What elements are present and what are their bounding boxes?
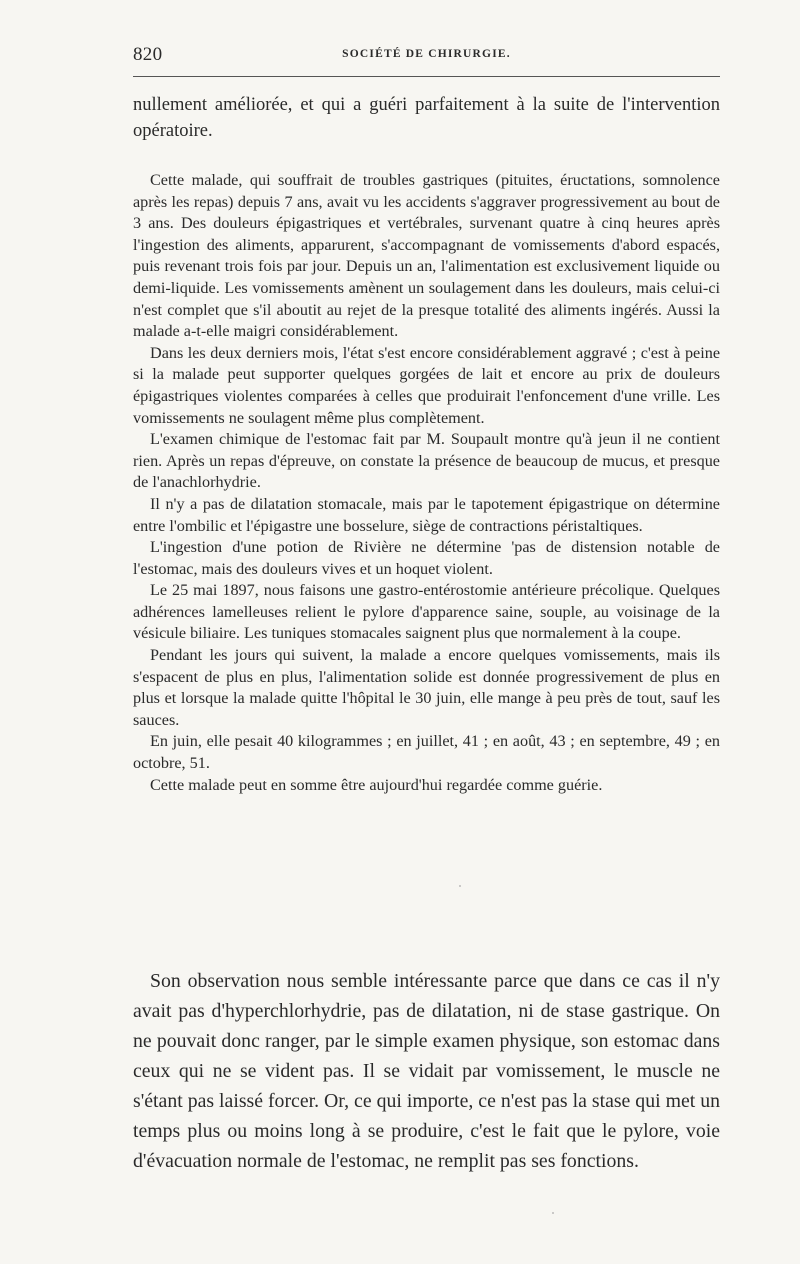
case-paragraph: Le 25 mai 1897, nous faisons une gastro-entérostomie antérieure précolique. Quelques adhérences lamelleuses relient le pylore d'apparence saine, souple, au voisinage de la vésicule biliaire. Les tuniques stomacales saignent plus que normalement à la coupe. <box>133 581 720 643</box>
closing-paragraph: Son observation nous semble intéressante parce que dans ce cas il n'y avait pas d'hyperchlorhydrie, pas de dilatation, ni de stase gastrique. On ne pouvait donc ranger, par le simple examen physique, son estomac dans ceux qui ne se vident pas. Il se vidait par vomissement, le muscle ne s'étant pas laissé forcer. Or, ce qui importe, ce n'est pas la stase qui met un temps plus ou moins long à se produire, c'est le fait que le pylore, voie d'évacuation normale de l'estomac, ne remplit pas ses fonctions. <box>133 970 720 1172</box>
running-head: SOCIÉTÉ DE CHIRURGIE. <box>342 48 511 60</box>
case-paragraph: En juin, elle pesait 40 kilogrammes ; en juillet, 41 ; en août, 43 ; en septembre, 49 ; en octobre, 51. <box>133 732 720 773</box>
paper-speck <box>459 885 461 887</box>
page-number: 820 <box>133 44 163 65</box>
case-paragraph: Cette malade, qui souffrait de troubles gastriques (pituites, éructations, somnolence après les repas) depuis 7 ans, avait vu les accidents s'aggraver progressivement au bout de 3 ans. Des douleurs épigastriques et vertébrales, survenant quatre à cinq heures après l'ingestion des aliments, apparurent, s'accompagnant de vomissements d'abord espacés, puis revenant trois fois par jour. Depuis un an, l'alimentation est exclusivement liquide ou demi-liquide. Les vomissements amènent un soulagement dans les douleurs, mais celui-ci n'est complet que s'il aboutit au rejet de la presque totalité des aliments ingérés. Aussi la malade a-t-elle maigri considérablement. <box>133 171 720 341</box>
case-paragraph: L'ingestion d'une potion de Rivière ne détermine 'pas de distension notable de l'estomac, mais des douleurs vives et un hoquet violent. <box>133 538 720 578</box>
page-header <box>133 44 720 68</box>
case-paragraph: L'examen chimique de l'estomac fait par M. Soupault montre qu'à jeun il ne contient rien. Après un repas d'épreuve, on constate la présence de beaucoup de mucus, et presque de l'anachlorhydrie. <box>133 430 720 492</box>
case-paragraph: Cette malade peut en somme être aujourd'hui regardée comme guérie. <box>150 775 603 794</box>
case-paragraph: Dans les deux derniers mois, l'état s'est encore considérablement aggravé ; c'est à peine si la malade peut supporter quelques gorgées de lait et encore au prix de douleurs épigastriques violentes comparées à celles que produirait l'enfoncement d'une vrille. Les vomissements ne soulagent même plus complètement. <box>133 343 720 427</box>
lead-paragraph: nullement améliorée, et qui a guéri parfaitement à la suite de l'intervention opératoire. <box>133 95 720 141</box>
case-report <box>133 170 720 796</box>
case-paragraph: Pendant les jours qui suivent, la malade a encore quelques vomissements, mais ils s'espacent de plus en plus, l'alimentation solide est donnée progressivement de plus en plus et lorsque la malade quitte l'hôpital le 30 juin, elle mange à peu près de tout, sauf les sauces. <box>133 646 720 729</box>
header-rule <box>133 76 720 77</box>
paper-speck <box>552 1212 554 1214</box>
case-paragraph: Il n'y a pas de dilatation stomacale, mais par le tapotement épigastrique on détermine entre l'ombilic et l'épigastre une bosselure, siège de contractions péristaltiques. <box>133 494 720 535</box>
